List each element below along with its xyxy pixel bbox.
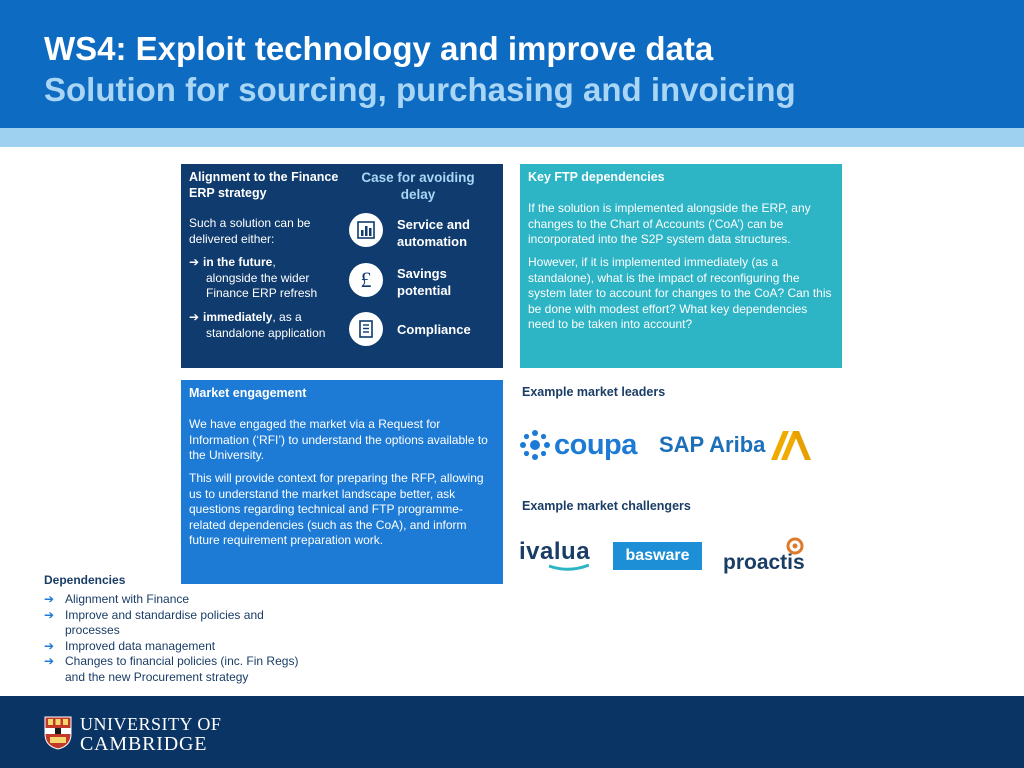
case-item-service: Service and automation — [397, 217, 470, 249]
header-band — [0, 128, 1024, 147]
page-subtitle: Solution for sourcing, purchasing and invoicing — [44, 71, 796, 108]
ivalua-logo: ivalua — [519, 538, 590, 572]
challengers-heading: Example market challengers — [522, 499, 691, 513]
university-crest-icon — [44, 716, 72, 750]
alignment-bullet-immediately: ➔ immediately, as a standalone application — [189, 310, 326, 340]
ftp-heading: Key FTP dependencies — [528, 170, 665, 184]
alignment-bullet-future: ➔ in the future, alongside the wider Finance ERP refresh — [189, 255, 318, 300]
arrow-right-icon: ➔ — [44, 638, 55, 653]
market-paragraph-2: This will provide context for preparing the RFP, allowing us to understand the market landscape better, ask questions regarding technical and FTP programme-related dependencies (such as the CoA), and inform future requirement preparation work. — [189, 471, 484, 547]
ftp-paragraph-1: If the solution is implemented alongside the ERP, any changes to the Chart of Accounts (‘CoA’) can be incorporated into the S2P system data structures. — [528, 201, 811, 246]
sap-ariba-logo: SAP Ariba — [659, 428, 813, 462]
alignment-heading: Alignment to the Finance ERP strategy — [189, 170, 339, 200]
market-paragraph-1: We have engaged the market via a Request for Information (‘RFI’) to understand the options available to the University. — [189, 417, 488, 462]
arrow-right-icon: ➔ — [44, 607, 55, 622]
leaders-heading: Example market leaders — [522, 385, 666, 399]
market-engagement-panel — [181, 380, 503, 584]
list-item: ➔ Changes to financial policies (inc. Fin Regs) and the new Procurement strategy — [44, 654, 299, 684]
dependencies-list — [44, 573, 344, 685]
university-wordmark: UNIVERSITY OF CAMBRIDGE — [80, 714, 222, 755]
checklist-icon — [349, 312, 383, 346]
list-item: ➔ Improved data management — [44, 638, 216, 653]
list-item: ➔ Improve and standardise policies and processes — [44, 607, 264, 637]
ivalua-swoosh-icon — [519, 564, 589, 572]
bar-chart-icon — [349, 213, 383, 247]
arrow-right-icon: ➔ — [44, 592, 55, 606]
alignment-panel — [181, 164, 503, 368]
arrow-right-icon: ➔ — [189, 310, 200, 324]
arrow-right-icon: ➔ — [44, 654, 55, 668]
ariba-mark-icon — [769, 429, 813, 461]
ftp-paragraph-2: However, if it is implemented immediately (as a standalone), what is the impact of reconfiguring the system later to account for changes to the CoA? Can this be done with modest effort? What key dependencies need to be taken into account? — [528, 255, 832, 331]
dependencies-heading: Dependencies — [44, 573, 126, 587]
arrow-right-icon: ➔ — [189, 255, 200, 269]
market-heading: Market engagement — [189, 386, 307, 400]
ftp-dependencies-panel — [520, 164, 842, 368]
case-heading: Case for avoiding delay — [361, 170, 475, 202]
page-title: WS4: Exploit technology and improve data — [44, 30, 714, 67]
pound-sign-icon: £ — [349, 263, 383, 297]
case-item-savings: Savings potential — [397, 266, 452, 298]
coupa-mark-icon — [518, 428, 552, 462]
alignment-intro: Such a solution can be delivered either: — [189, 216, 311, 246]
list-item: ➔ Alignment with Finance — [44, 592, 190, 606]
basware-logo: basware — [613, 542, 702, 570]
title-banner — [0, 0, 1024, 128]
case-item-compliance: Compliance — [397, 322, 471, 337]
coupa-logo: coupa — [518, 428, 637, 462]
